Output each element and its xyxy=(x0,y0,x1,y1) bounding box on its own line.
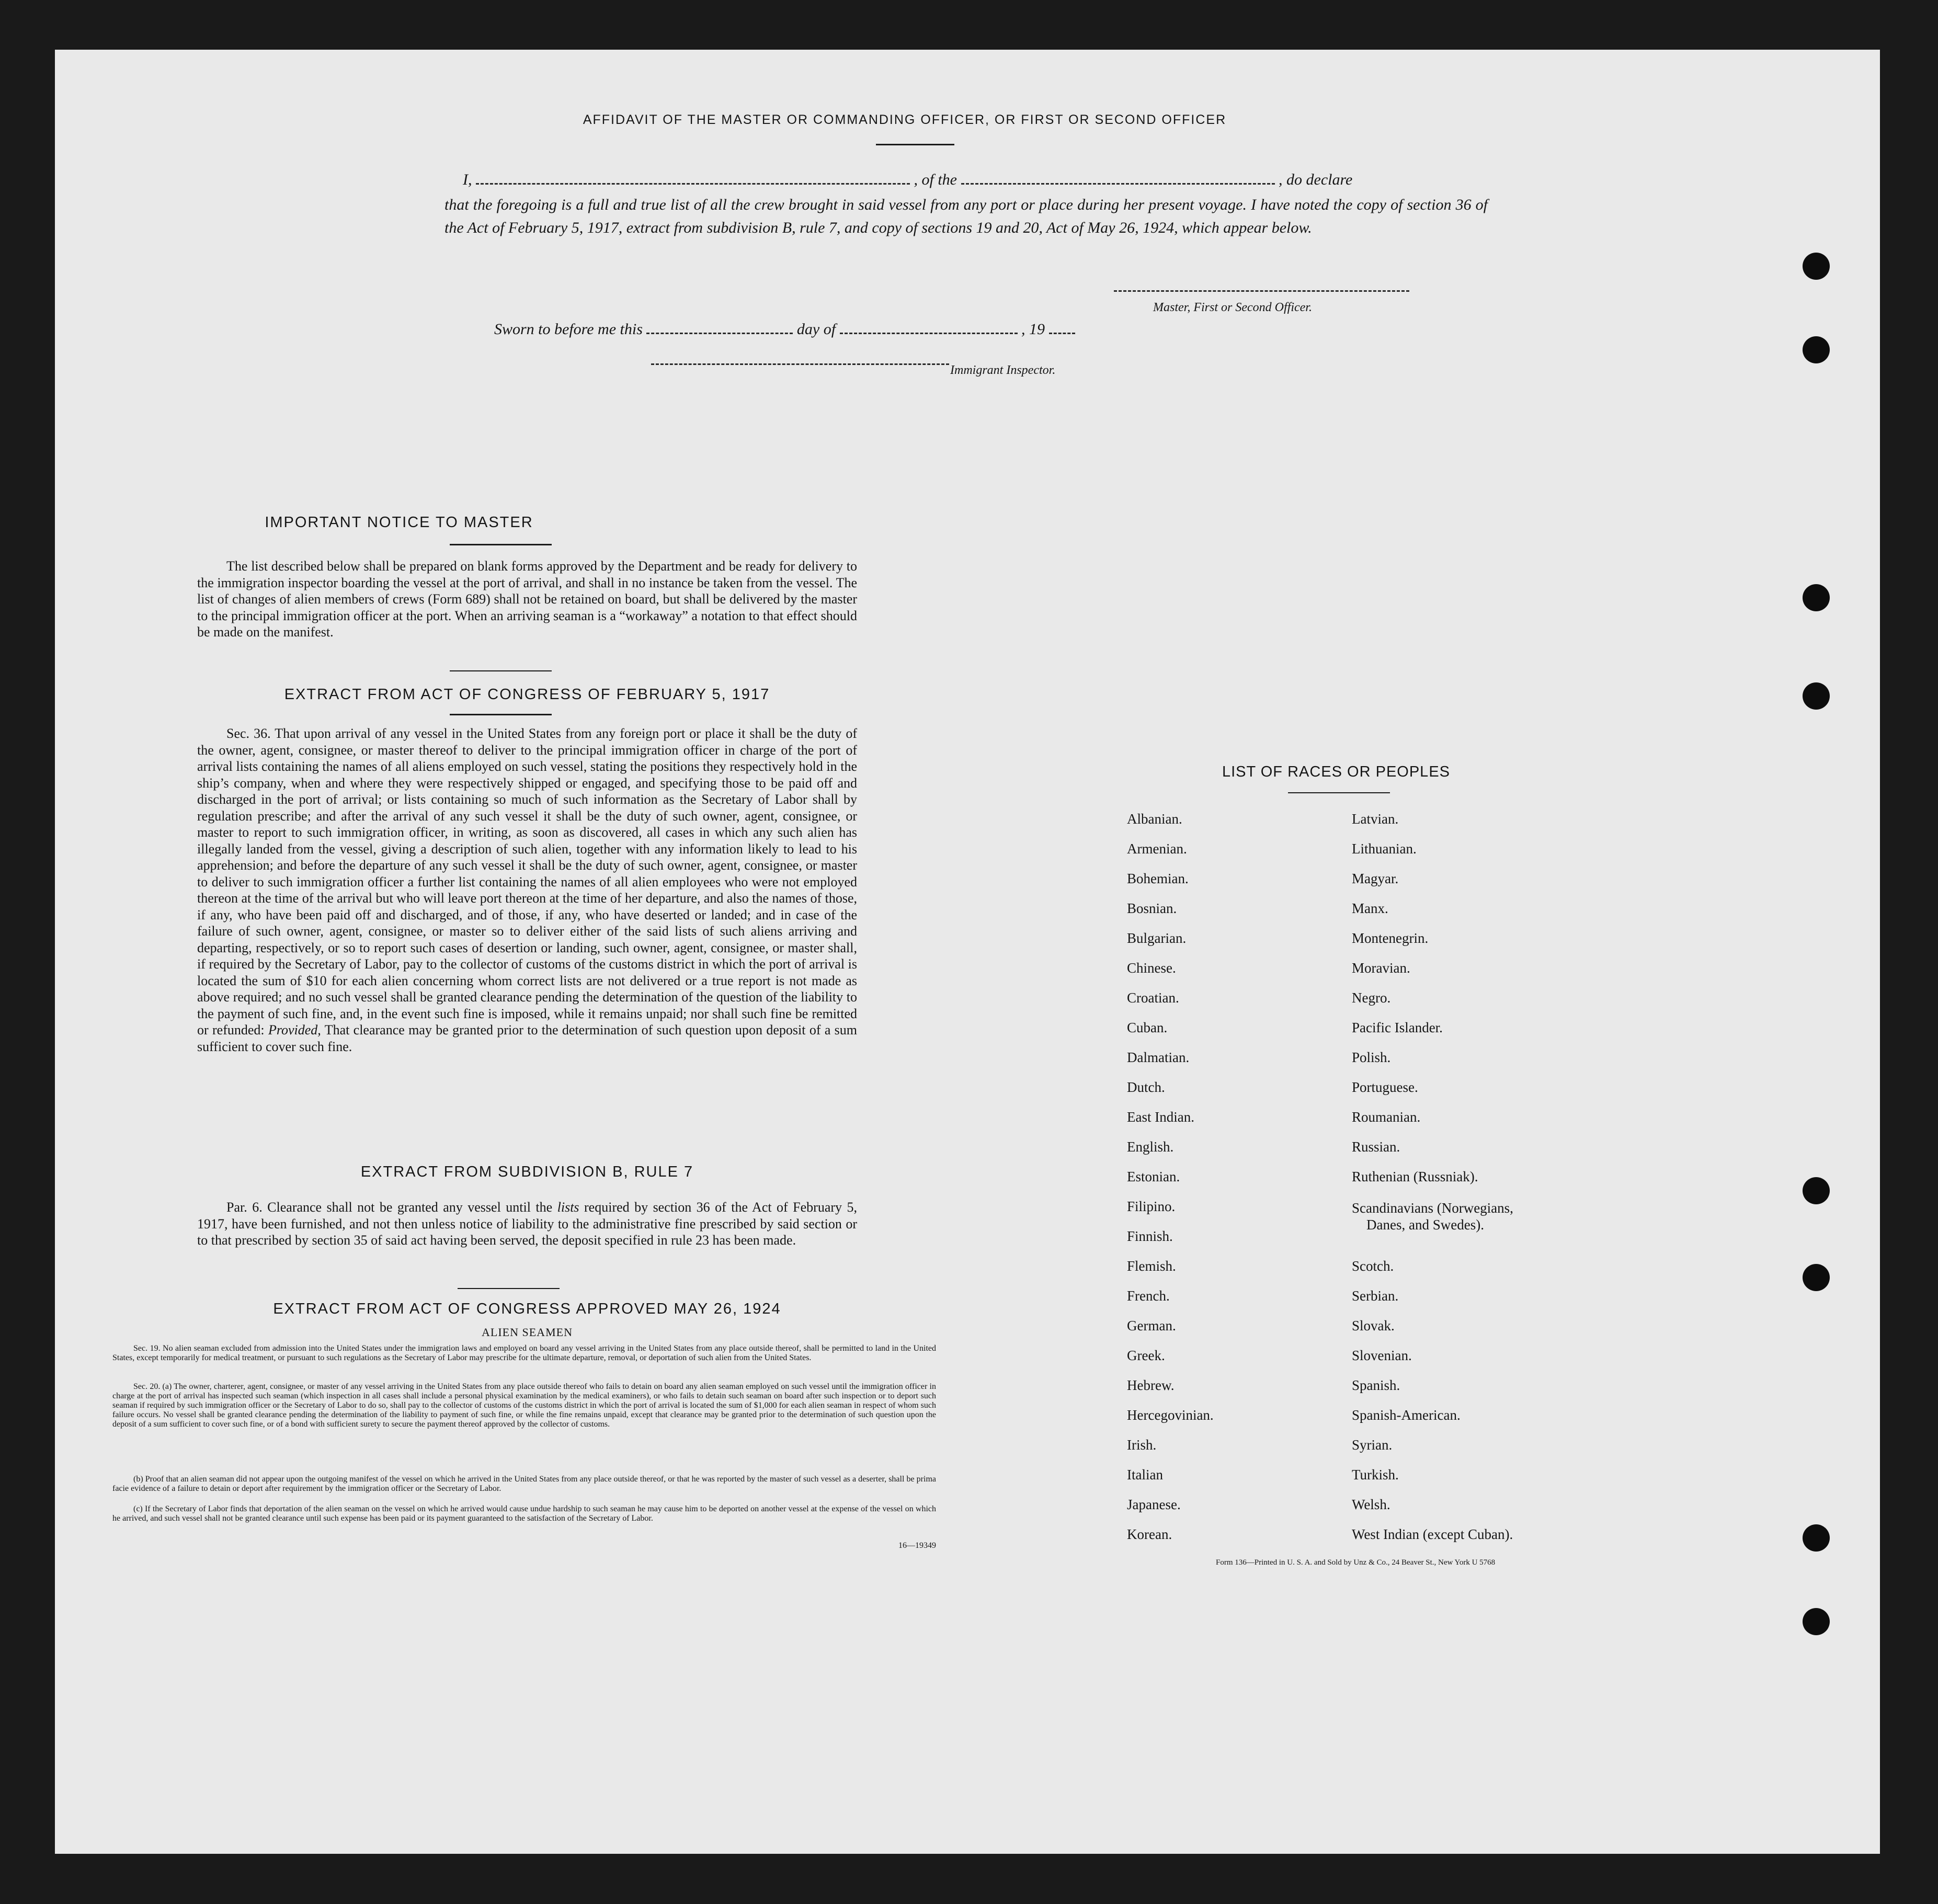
day-of-label: day of xyxy=(796,321,836,338)
year-blank xyxy=(1049,321,1075,334)
punch-hole xyxy=(1803,336,1830,363)
race-item: Slovenian. xyxy=(1352,1348,1412,1363)
race-item: English. xyxy=(1127,1139,1174,1155)
inspector-caption: Immigrant Inspector. xyxy=(950,363,1056,377)
race-item: Syrian. xyxy=(1352,1437,1393,1453)
punch-hole xyxy=(1803,1608,1830,1635)
race-item: Slovak. xyxy=(1352,1318,1395,1333)
rule7-text-b: required by section 36 of the Act of February 5, 1917, have been furnished, and not then unless notice of liability to the administrative fine prescribed by said section or to that prescribed by section 35 of said act having been served, the deposit specified in rule 23 has been made. xyxy=(197,1200,858,1248)
race-item: Ruthenian (Russniak). xyxy=(1352,1169,1478,1184)
race-item: Moravian. xyxy=(1352,960,1410,976)
race-item: Latvian. xyxy=(1352,811,1399,827)
affidavit-i: I, xyxy=(463,171,472,188)
vessel-blank xyxy=(961,172,1275,185)
race-item: Dalmatian. xyxy=(1127,1050,1190,1065)
punch-hole xyxy=(1803,682,1830,710)
race-item: Greek. xyxy=(1127,1348,1165,1363)
master-signature-line xyxy=(1114,290,1409,292)
race-item: Hebrew. xyxy=(1127,1377,1175,1393)
sec19-text: Sec. 19. No alien seaman excluded from admission into the United States under the immigration laws and employed on board any vessel arriving in the United States from any place outside thereof, shall be permitted to land in the United States, except temporarily for medical treatment, or pursuant to such regulations as the Secretary of Labor may prescribe for the ultimate departure, removal, or deportation of such alien from the United States. xyxy=(112,1344,936,1362)
divider xyxy=(450,714,552,715)
race-item: Lithuanian. xyxy=(1352,841,1417,857)
affidavit-of: , of the xyxy=(914,171,957,188)
race-item: Russian. xyxy=(1352,1139,1400,1155)
affidavit-title: AFFIDAVIT OF THE MASTER OR COMMANDING OFFICER, OR FIRST OR SECOND OFFICER xyxy=(583,112,1227,127)
race-item: East Indian. xyxy=(1127,1109,1194,1125)
notice-title: IMPORTANT NOTICE TO MASTER xyxy=(265,514,533,531)
sec36-label: Sec. 36. xyxy=(226,726,271,741)
race-item: Manx. xyxy=(1352,900,1388,916)
race-item: Magyar. xyxy=(1352,871,1399,886)
divider xyxy=(450,544,552,545)
race-item: Spanish. xyxy=(1352,1377,1400,1393)
race-item: Serbian. xyxy=(1352,1288,1399,1304)
notice-body: The list described below shall be prepared on blank forms approved by the Department and be ready for delivery to the immigration inspector boarding the vessel at the port of arrival, and shall in no instance be taken from the vessel. The list of changes of alien members of crews (Form 689) shall not be retained on board, but shall be delivered by the master to the principal immigration officer at the port. When an arriving seaman is a “workaway” a notation to that effect should be made on the manifest. xyxy=(197,558,857,640)
alien-seamen-subtitle: ALIEN SEAMEN xyxy=(482,1326,573,1339)
sworn-line xyxy=(494,321,1075,338)
inspector-signature-line xyxy=(651,363,949,365)
divider xyxy=(450,670,552,671)
month-blank xyxy=(840,321,1018,334)
race-item: Croatian. xyxy=(1127,990,1179,1006)
provided-label: Provided, xyxy=(268,1022,321,1037)
race-item: Dutch. xyxy=(1127,1079,1165,1095)
race-item: Polish. xyxy=(1352,1050,1391,1065)
divider xyxy=(876,144,954,145)
sec20b-text: (b) Proof that an alien seaman did not appear upon the outgoing manifest of the vessel on which he arrived in the United States from any place outside thereof, or that he was reported by the master of such vessel as a deserter, shall be prima facie evidence of a failure to detain or deport after requirement by the immigration officer or the Secretary of Labor. xyxy=(112,1475,936,1493)
race-item: Bohemian. xyxy=(1127,871,1189,886)
document-page xyxy=(55,50,1880,1854)
punch-hole xyxy=(1803,253,1830,280)
sworn-day-blank xyxy=(646,321,793,334)
sec36-text: That upon arrival of any vessel in the United States from any foreign port or place it shall be the duty of the owner, agent, consignee, or master thereof to deliver to the principal immigration officer in charge of the port of arrival lists containing the names of all aliens employed on such vessel, stating the positions they respectively hold in the ship’s company, when and where they were respectively shipped or engaged, and specifying those to be paid off and discharged in the port of arrival; or lists containing so much of such information as the Secretary of Labor shall by regulation prescribe; and after the arrival of any such vessel it shall be the duty of such owner, agent, consignee, or master to report to such immigration officer, in writing, as soon as discovered, all cases in which any such alien has illegally landed from the vessel, giving a description of such alien, together with any information likely to lead to his apprehension; and before the departure of any such vessel it shall be the duty of such owner, agent, consignee, or master to deliver to such immigration officer a further list containing the names of all alien employees who were not employed thereon at the time of the arrival but who will leave port thereon at the time of her departure, and also the names of those, if any, who have been paid off and discharged, and of those, if any, who have deserted or landed; and in case of the failure of such owner, agent, consignee, or master so to deliver either of the said lists of such aliens arriving and departing, respectively, or so to report such cases of desertion or landing, such owner, agent, consignee, or master shall, if required by the Secretary of Labor, pay to the collector of customs of the customs district in which the port of arrival is located the sum of $10 for each alien concerning whom correct lists are not delivered or a true report is not made as above required; and no such vessel shall be granted clearance pending the determination of the question of the liability to the payment of such fine, and, in the event such fine is imposed, while it remains unpaid; nor shall such fine be remitted or refunded: xyxy=(197,726,858,1037)
race-item: Danes, and Swedes). xyxy=(1366,1217,1484,1233)
extract-1917-body xyxy=(197,725,857,1055)
sec20c-text: (c) If the Secretary of Labor finds that deportation of the alien seaman on the vessel on which he arrived would cause undue hardship to such seaman he may cause him to be deported on another vessel at the expense of the vessel on which he arrived, and such vessel shall not be granted clearance until such expense has been paid or its payment guaranteed to the satisfaction of the Secretary of Labor. xyxy=(112,1504,936,1523)
race-item: Scandinavians (Norwegians, xyxy=(1352,1200,1513,1216)
race-item: Armenian. xyxy=(1127,841,1187,857)
punch-hole xyxy=(1803,1177,1830,1204)
race-item: Roumanian. xyxy=(1352,1109,1421,1125)
divider xyxy=(1288,792,1390,793)
name-blank xyxy=(476,172,910,185)
race-item: Welsh. xyxy=(1352,1497,1390,1512)
race-item: Spanish-American. xyxy=(1352,1407,1461,1423)
race-item: West Indian (except Cuban). xyxy=(1352,1526,1513,1542)
race-item: German. xyxy=(1127,1318,1176,1333)
race-item: Italian xyxy=(1127,1467,1163,1483)
punch-hole xyxy=(1803,584,1830,611)
punch-hole xyxy=(1803,1264,1830,1291)
race-item: Negro. xyxy=(1352,990,1391,1006)
race-item: Japanese. xyxy=(1127,1497,1181,1512)
race-item: French. xyxy=(1127,1288,1170,1304)
race-item: Chinese. xyxy=(1127,960,1176,976)
race-item: Portuguese. xyxy=(1352,1079,1418,1095)
rule7-title: EXTRACT FROM SUBDIVISION B, RULE 7 xyxy=(360,1164,694,1180)
sec20a-text: Sec. 20. (a) The owner, charterer, agent, consignee, or master of any vessel arriving in the United States from any place outside thereof who fails to detain on board any alien seaman employed on such vessel until the immigration officer in charge at the port of arrival has inspected such seaman (which inspection in all cases shall include a personal physical examination by the medical examiners), or who fails to detain such seaman on board after such inspection or to deport such seaman if required by such immigration officer or the Secretary of Labor to do so, shall pay to the collector of customs of the customs district in which the port of arrival is located the sum of $1,000 for each alien seaman in respect of whom such failure occurs. No vessel shall be granted clearance pending the determination of the liability to payment of such fine, or while the fine remains unpaid, except that clearance may be granted prior to the determination of such question upon the deposit of a sum sufficient to cover such fine, or of a bond with sufficient surety to secure the payment thereof approved by the collector of customs. xyxy=(112,1382,936,1429)
race-item: Hercegovinian. xyxy=(1127,1407,1214,1423)
race-item: Turkish. xyxy=(1352,1467,1399,1483)
form-code: 16—19349 xyxy=(898,1541,936,1550)
race-item: Flemish. xyxy=(1127,1258,1176,1274)
lists-word: lists xyxy=(557,1200,579,1215)
year-label: , 19 xyxy=(1021,321,1045,338)
race-item: Pacific Islander. xyxy=(1352,1020,1443,1035)
punch-hole xyxy=(1803,1524,1830,1552)
affidavit-line1 xyxy=(463,171,1493,189)
sworn-label: Sworn to before me this xyxy=(494,321,643,338)
race-item: Montenegrin. xyxy=(1352,930,1429,946)
race-item: Bosnian. xyxy=(1127,900,1177,916)
divider xyxy=(458,1288,560,1289)
race-item: Bulgarian. xyxy=(1127,930,1187,946)
race-item: Irish. xyxy=(1127,1437,1157,1453)
rule7-text-a: Clearance shall not be granted any vessel until the xyxy=(267,1200,553,1215)
master-caption: Master, First or Second Officer. xyxy=(1153,301,1312,314)
affidavit-declare: , do declare xyxy=(1279,171,1353,188)
race-item: Korean. xyxy=(1127,1526,1172,1542)
race-item: Filipino. xyxy=(1127,1199,1176,1214)
par6-label: Par. 6. xyxy=(226,1200,263,1215)
race-item: Cuban. xyxy=(1127,1020,1168,1035)
race-item: Finnish. xyxy=(1127,1228,1173,1244)
races-title: LIST OF RACES OR PEOPLES xyxy=(1222,763,1451,780)
race-item: Scotch. xyxy=(1352,1258,1394,1274)
race-item: Albanian. xyxy=(1127,811,1182,827)
affidavit-body: that the foregoing is a full and true list of all the crew brought in said vessel from any port or place during her present voyage. I have noted the copy of section 36 of the Act of February 5, 1917, extract from subdivision B, rule 7, and copy of sections 19 and 20, Act of May 26, 1924, which appear below. xyxy=(444,196,1488,236)
race-item: Estonian. xyxy=(1127,1169,1180,1184)
sec36-text-end: That clearance may be granted prior to the determination of such question upon deposit of a sum sufficient to cover such fine. xyxy=(197,1022,858,1054)
printer-imprint: Form 136—Printed in U. S. A. and Sold by Unz & Co., 24 Beaver St., New York U 5768 xyxy=(1216,1558,1496,1567)
extract-1917-title: EXTRACT FROM ACT OF CONGRESS OF FEBRUARY 5, 1917 xyxy=(284,686,770,703)
extract-1924-title: EXTRACT FROM ACT OF CONGRESS APPROVED MAY 26, 1924 xyxy=(273,1301,781,1317)
rule7-body xyxy=(197,1199,857,1249)
